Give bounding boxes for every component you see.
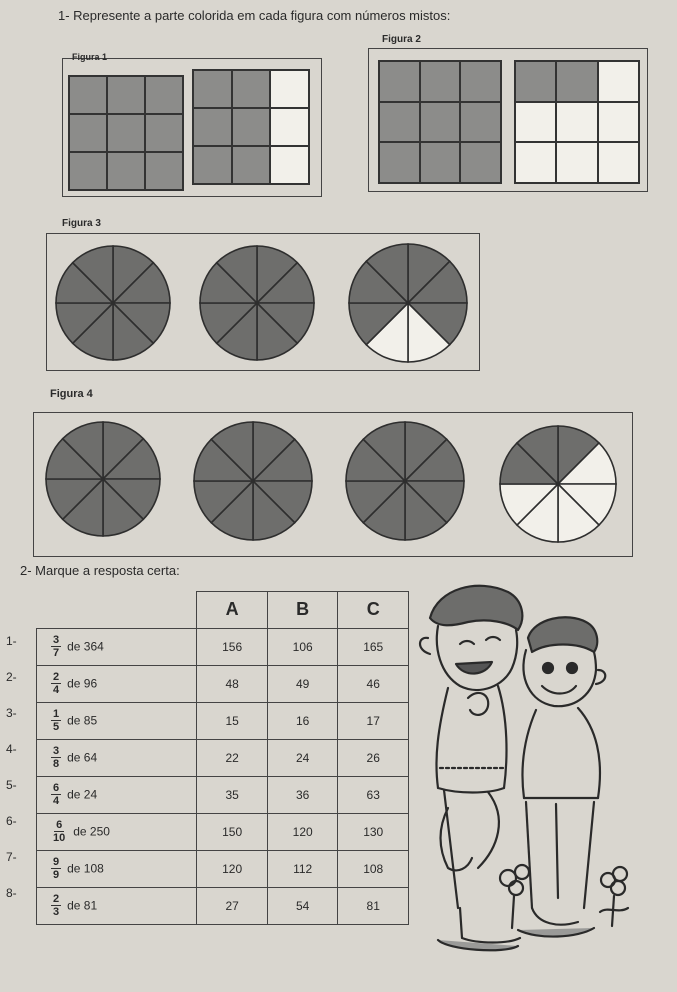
column-header-c: C [338,592,409,629]
fraction-numerator: 2 [53,671,60,683]
children-illustration [408,578,668,978]
question-2-text: 2- Marque a resposta certa: [20,563,180,578]
table-row [37,776,409,813]
fraction [51,782,61,807]
table-row [37,739,409,776]
table-row [37,887,409,924]
option-a-cell[interactable]: 35 [197,776,268,813]
figure-2-grid-2 [514,60,640,184]
figure-3-circle-3 [346,242,470,364]
question-cell [37,850,197,887]
fraction-numerator: 2 [53,893,60,905]
question-text: de 96 [67,676,98,691]
row-number: 8- [6,886,17,900]
question-cell [37,739,197,776]
fraction [51,893,61,918]
table-row [37,813,409,850]
option-c-cell[interactable]: 63 [338,776,409,813]
figure-1-grid-1 [68,75,184,191]
table-row [37,665,409,702]
fraction [51,856,61,881]
row-number: 2- [6,670,17,684]
figure-4-circle-2 [192,420,314,542]
question-text: de 81 [67,898,98,913]
fraction [51,819,67,844]
fraction-denominator: 9 [53,869,60,881]
row-number: 5- [6,778,17,792]
fraction-denominator: 5 [53,721,60,733]
option-b-cell[interactable]: 49 [267,665,338,702]
question-cell [37,665,197,702]
question-cell [37,813,197,850]
fraction-denominator: 10 [53,832,66,844]
figure-3-circle-2 [198,244,316,362]
fraction-denominator: 8 [53,758,60,770]
option-b-cell[interactable]: 112 [267,850,338,887]
fraction-numerator: 9 [53,856,60,868]
option-a-cell[interactable]: 22 [197,739,268,776]
table-row [37,850,409,887]
fraction-numerator: 6 [53,782,60,794]
fraction [51,708,61,733]
option-b-cell[interactable]: 36 [267,776,338,813]
figure-2-label: Figura 2 [382,34,421,45]
column-header-b: B [267,592,338,629]
option-b-cell[interactable]: 106 [267,628,338,665]
option-a-cell[interactable]: 27 [197,887,268,924]
row-number: 7- [6,850,17,864]
figure-3-circle-1 [54,244,172,362]
fraction-numerator: 1 [53,708,60,720]
fraction-numerator: 3 [53,745,60,757]
question-text: de 108 [67,861,104,876]
option-b-cell[interactable]: 24 [267,739,338,776]
row-number: 1- [6,634,17,648]
option-c-cell[interactable]: 46 [338,665,409,702]
option-c-cell[interactable]: 108 [338,850,409,887]
option-a-cell[interactable]: 156 [197,628,268,665]
fraction [51,745,61,770]
fraction-denominator: 3 [53,906,60,918]
figure-4-circle-4 [498,424,618,544]
option-c-cell[interactable]: 165 [338,628,409,665]
row-number: 6- [6,814,17,828]
option-a-cell[interactable]: 48 [197,665,268,702]
option-a-cell[interactable]: 150 [197,813,268,850]
fraction-numerator: 3 [53,634,60,646]
figure-1-label: Figura 1 [72,52,108,62]
option-b-cell[interactable]: 54 [267,887,338,924]
figure-2-grid-1 [378,60,502,184]
fraction-denominator: 4 [53,684,60,696]
table-row [37,702,409,739]
option-c-cell[interactable]: 26 [338,739,409,776]
fraction-denominator: 7 [53,647,60,659]
question-text: de 64 [67,750,98,765]
figure-1-grid-2 [192,69,310,185]
question-cell [37,702,197,739]
fraction-denominator: 4 [53,795,60,807]
question-cell [37,628,197,665]
question-cell [37,887,197,924]
column-header-a: A [197,592,268,629]
fraction [51,634,61,659]
figure-4-circle-1 [44,420,162,538]
answer-table [36,591,409,925]
option-b-cell[interactable]: 16 [267,702,338,739]
row-number: 4- [6,742,17,756]
fraction [51,671,61,696]
question-cell [37,776,197,813]
figure-4-circle-3 [344,420,466,542]
question-text: de 85 [67,713,98,728]
question-text: de 24 [67,787,98,802]
row-number: 3- [6,706,17,720]
option-a-cell[interactable]: 15 [197,702,268,739]
question-text: de 250 [73,824,110,839]
figure-3-label: Figura 3 [62,218,101,229]
option-a-cell[interactable]: 120 [197,850,268,887]
option-c-cell[interactable]: 130 [338,813,409,850]
question-1-text: 1- Represente a parte colorida em cada figura com números mistos: [58,8,451,23]
fraction-numerator: 6 [56,819,63,831]
table-row [37,628,409,665]
option-c-cell[interactable]: 17 [338,702,409,739]
figure-4-label: Figura 4 [50,388,93,400]
option-b-cell[interactable]: 120 [267,813,338,850]
question-text: de 364 [67,639,104,654]
option-c-cell[interactable]: 81 [338,887,409,924]
